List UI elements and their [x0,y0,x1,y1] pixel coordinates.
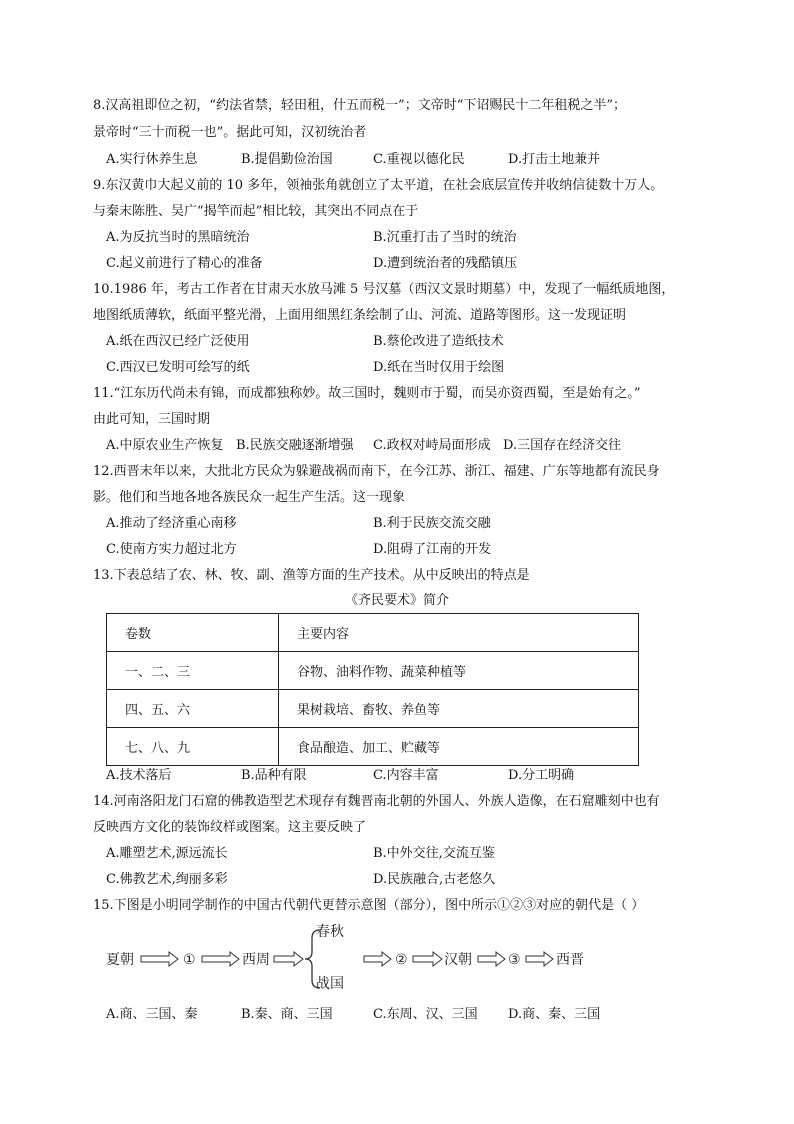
q15-option-b: B.秦、商、三国 [241,1007,333,1022]
q8-stem-line1: 8.汉高祖即位之初，“约法省禁，轻田租，什五而税一”；文帝时“下诏赐民十二年租税之半”； [93,98,626,113]
q10-option-b: B.蔡伦改进了造纸技术 [373,334,504,349]
q9-option-b: B.沉重打击了当时的统治 [373,230,517,245]
q10-option-c: C.西汉已发明可绘写的纸 [106,360,250,375]
dynasty-xijin: 西晋 [556,952,584,968]
q13-option-d: D.分工明确 [508,768,575,783]
q12-stem-line1: 12.西晋末年以来，大批北方民众为躲避战祸而南下，在今江苏、浙江、福建、广东等地都有流民身 [93,464,660,479]
q14-option-c: C.佛教艺术,绚丽多彩 [106,872,228,887]
table-cell: 一、二、三 [107,652,279,690]
q14-stem-line2: 反映西方文化的装饰纹样或图案。这主要反映了 [93,820,367,835]
table-row [107,652,639,690]
q15-dynasty-diagram [106,922,606,992]
q11-option-a: A.中原农业生产恢复 [106,438,224,453]
arrow-icon [413,952,442,966]
q11-stem-line2: 由此可知，三国时期 [93,412,211,427]
arrow-icon [526,952,553,966]
q15-stem-line1: 15.下图是小明同学制作的中国古代朝代更替示意图（部分），图中所示①②③对应的朝代是（ ） [93,898,645,913]
dynasty-han: 汉朝 [444,952,472,968]
q12-option-c: C.使南方实力超过北方 [106,542,237,557]
q14-option-a: A.雕塑艺术,源远流长 [106,846,228,861]
q8-option-b: B.提倡勤俭治国 [241,152,333,167]
dynasty-xizhou: 西周 [242,952,270,968]
arrow-icon [141,952,178,966]
q13-table [106,613,639,766]
circle-3: ③ [508,952,521,968]
q12-stem-line2: 影。他们和当地各地各族民众一起生产生活。这一现象 [93,490,406,505]
q10-option-d: D.纸在当时仅用于绘图 [373,360,505,375]
table-cell: 四、五、六 [107,690,279,728]
q10-option-a: A.纸在西汉已经广泛使用 [106,334,250,349]
q15-option-a: A.商、三国、秦 [106,1007,198,1022]
q13-stem-line1: 13.下表总结了农、林、牧、副、渔等方面的生产技术。从中反映出的特点是 [93,568,530,583]
q14-option-d: D.民族融合,古老悠久 [373,872,496,887]
q8-option-c: C.重视以德化民 [373,152,465,167]
q13-option-b: B.品种有限 [241,768,307,783]
table-cell: 食品酿造、加工、贮藏等 [279,728,639,766]
table-header-cell: 主要内容 [279,614,639,652]
arrow-icon [364,952,391,966]
q9-option-d: D.遭到统治者的残酷镇压 [373,256,518,271]
q13-table-caption: 《齐民要术》简介 [344,593,449,608]
dynasty-xia: 夏朝 [106,952,134,968]
q15-option-c: C.东周、汉、三国 [373,1007,478,1022]
q13-option-c: C.内容丰富 [373,768,439,783]
period-chunqiu: 春秋 [316,924,344,940]
q11-option-c: C.政权对峙局面形成 [373,438,491,453]
q8-stem-line2: 景帝时“三十而税一也”。据此可知，汉初统治者 [93,125,367,140]
q9-option-a: A.为反抗当时的黑暗统治 [106,230,250,245]
q11-stem-line1: 11.“江东历代尚未有锦，而成都独称妙。故三国时，魏则市于蜀，而吴亦资西蜀，至是始有之。” [93,386,641,401]
q10-stem-line1: 10.1986 年，考古工作者在甘肃天水放马滩 5 号汉墓（西汉文景时期墓）中，发现了一幅纸质地图， [93,282,675,297]
q12-option-a: A.推动了经济重心南移 [106,516,237,531]
arrow-icon [202,952,239,966]
circle-1: ① [183,952,196,968]
table-header-row [107,614,639,652]
table-header-cell: 卷数 [107,614,279,652]
q14-stem-line1: 14.河南洛阳龙门石窟的佛教造型艺术现存有魏晋南北朝的外国人、外族人造像，在石窟雕刻中也有 [93,794,660,809]
table-cell: 七、八、九 [107,728,279,766]
table-row [107,728,639,766]
q9-stem-line1: 9.东汉黄巾大起义前的 10 多年，领袖张角就创立了太平道，在社会底层宣传并收纳信徒数十万人。 [93,178,664,193]
q11-option-d: D.三国存在经济交往 [503,438,622,453]
circle-2: ② [395,952,408,968]
q10-stem-line2: 地图纸质薄软，纸面平整光滑，上面用细黑红条绘制了山、河流、道路等图形。这一发现证明 [93,308,627,323]
q8-option-a: A.实行休养生息 [106,152,198,167]
q14-option-b: B.中外交往,交流互鉴 [373,846,495,861]
arrow-icon [478,952,505,966]
table-row [107,690,639,728]
table-cell: 果树栽培、畜牧、养鱼等 [279,690,639,728]
period-zhanguo: 战国 [316,976,344,992]
q12-option-d: D.阻碍了江南的开发 [373,542,492,557]
q15-option-d: D.商、秦、三国 [508,1007,601,1022]
q9-option-c: C.起义前进行了精心的准备 [106,256,263,271]
q8-option-d: D.打击土地兼并 [508,152,601,167]
q9-stem-line2: 与秦末陈胜、吴广“揭竿而起”相比较，其突出不同点在于 [93,204,419,219]
table-cell: 谷物、油料作物、蔬菜种植等 [279,652,639,690]
arrow-icon [274,952,303,966]
q13-option-a: A.技术落后 [106,768,172,783]
q12-option-b: B.利于民族交流交融 [373,516,491,531]
q11-option-b: B.民族交融逐渐增强 [236,438,354,453]
